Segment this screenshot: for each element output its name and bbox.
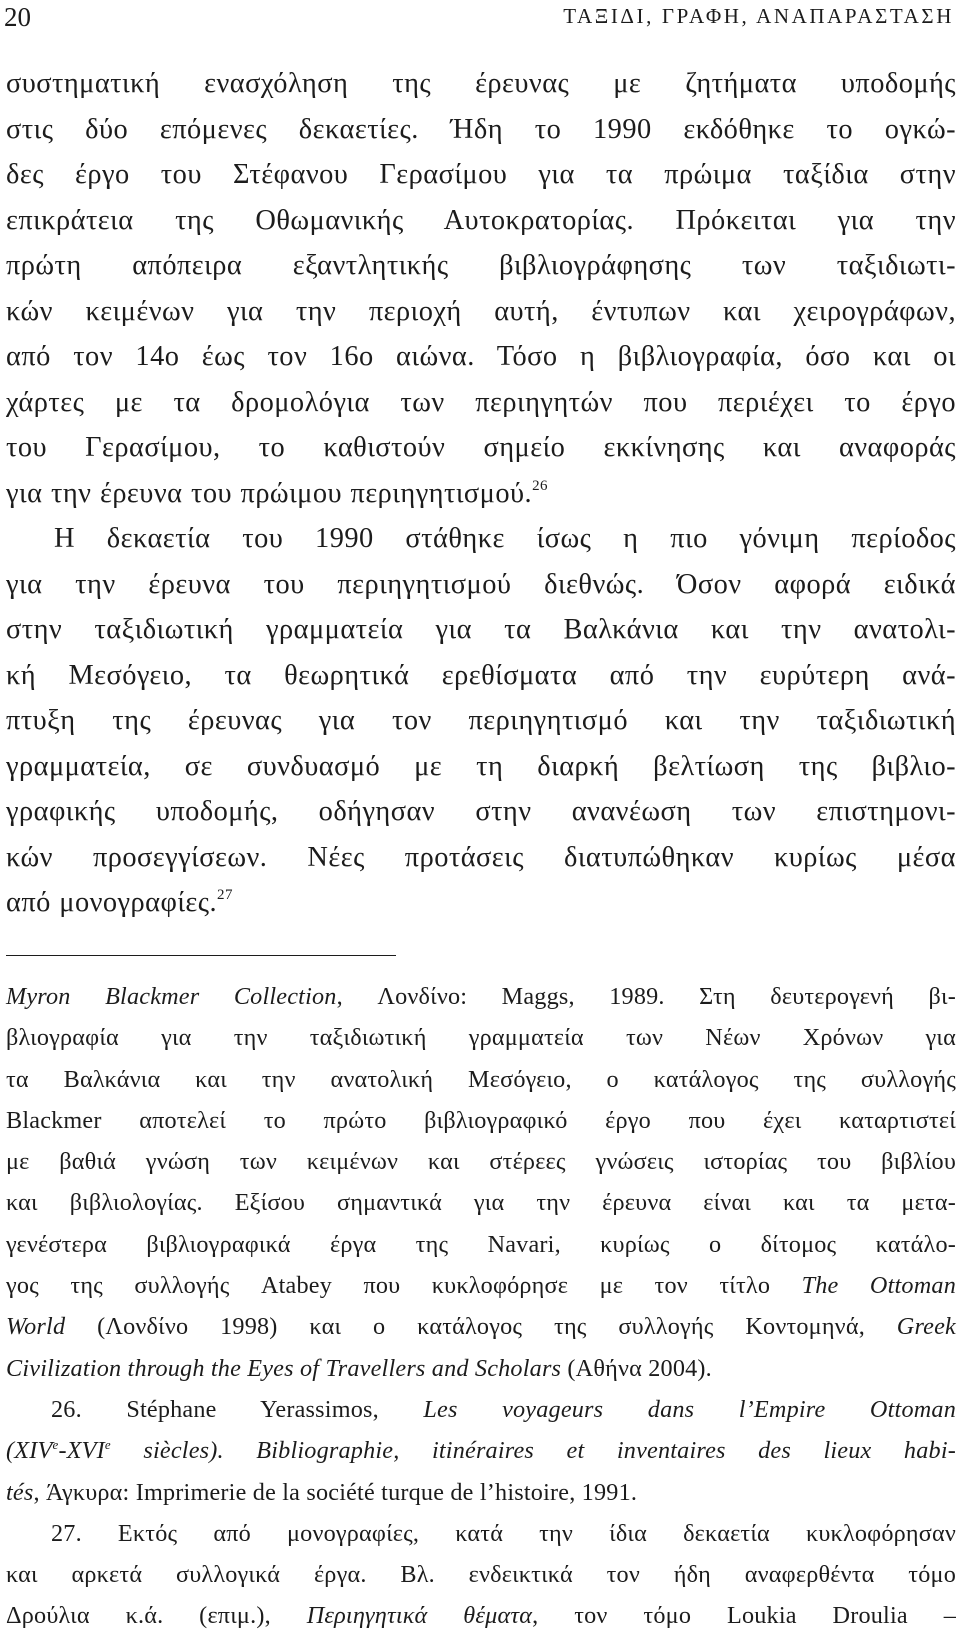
footnote-separator [6, 955, 396, 956]
footnote-line: και βιβλιολογίας. Εξίσου σημαντικά για την έρευνα είναι και τα μετα- [6, 1189, 956, 1217]
text-line [6, 880, 956, 926]
text-span: , τον τόμο Loukia Droulia – [532, 1602, 956, 1630]
footnote-line: τα Βαλκάνια και την ανατολική Μεσόγειο, ο κατάλογος της συλλογής [6, 1065, 956, 1093]
text-span: Δρούλια κ.ά. (επιμ.), [6, 1602, 307, 1630]
text-line: του Γερασίμου, το καθιστούν σημείο εκκίνησης και αναφοράς [6, 432, 956, 463]
text-line: δες έργο του Στέφανου Γερασίμου για τα πρώιμα ταξίδια στην [6, 159, 956, 190]
footnote-line [6, 1306, 956, 1347]
footnote-line: και αρκετά συλλογικά έργα. Βλ. ενδεικτικά τον ήδη αναφερθέντα τόμο [6, 1561, 956, 1589]
text-span: (XIV [6, 1437, 53, 1465]
running-title: ΤΑΞΙΔΙ, ΓΡΑΦΗ, ΑΝΑΠΑΡΑΣΤΑΣΗ [563, 4, 954, 28]
footnote-line [6, 1430, 956, 1471]
page-number: 20 [4, 2, 31, 32]
footnote-line [6, 976, 956, 1017]
footnote-line: γενέστερα βιβλιογραφικά έργα της Navari, κυρίως ο δίτομος κατάλο- [6, 1230, 956, 1258]
text-span: (Αθήνα 2004). [561, 1354, 712, 1382]
italic-title: The Ottoman [801, 1272, 956, 1300]
text-line [6, 471, 956, 517]
footnote-ref-27: 27 [217, 887, 233, 903]
superscript: e [52, 1437, 59, 1453]
text-span: -XVI [58, 1437, 105, 1465]
text-line: κών κειμένων για την περιοχή αυτή, έντυπων και χειρογράφων, [6, 295, 956, 327]
text-line: για την έρευνα του περιηγητισμού διεθνώς. Όσον αφορά ειδικά [6, 568, 956, 600]
text-span: siècles). Bibliographie, itinéraires et inventaires des lieux habi- [110, 1437, 956, 1465]
text-line: στην ταξιδιωτική γραμματεία για τα Βαλκάνια και την ανατολι- [6, 614, 956, 645]
text-line: επικράτεια της Οθωμανικής Αυτοκρατορίας. Πρόκειται για την [6, 204, 956, 236]
italic-title: tés [6, 1478, 34, 1506]
text-line: κή Μεσόγειο, τα θεωρητικά ερεθίσματα από την ευρύτερη ανά- [6, 659, 956, 691]
italic-title [6, 1437, 956, 1464]
italic-title: Greek [896, 1313, 956, 1341]
footnotes [6, 976, 956, 1637]
footnote-ref-26: 26 [532, 477, 548, 494]
text-span: (Λονδίνο 1998) και ο κατάλογος της συλλογής Κοντομηνά, [65, 1313, 897, 1341]
text-line: συστηματική ενασχόληση της έρευνας με ζητήματα υποδομής [6, 68, 956, 99]
text-line: από τον 14ο έως τον 16ο αιώνα. Τόσο η βιβλιογραφία, όσο και οι [6, 341, 956, 372]
italic-title: Civilization through the Eyes of Travellers and Scholars [6, 1354, 562, 1382]
text-span: από μονογραφίες. [6, 887, 218, 918]
superscript: e [104, 1437, 111, 1453]
footnote-line [6, 1348, 956, 1389]
text-line: γραφικής υποδομής, οδήγησαν στην ανανέωση των επιστημονι- [6, 796, 956, 827]
footnote-27: 27. Εκτός από μονογραφίες, κατά την ίδια δεκαετία κυκλοφόρησαν [51, 1519, 956, 1547]
footnote-line [6, 1265, 956, 1306]
main-text [6, 61, 956, 926]
text-span: , Λονδίνο: Maggs, 1989. Στη δευτερογενή βι- [336, 983, 956, 1010]
footnote-line [6, 1595, 956, 1636]
text-line: στις δύο επόμενες δεκαετίες. Ήδη το 1990 εκδόθηκε το ογκώ- [6, 113, 956, 145]
text-line: πρώτη απόπειρα εξαντλητικής βιβλιογράφησης των ταξιδιωτι- [6, 250, 956, 281]
italic-title: World [6, 1313, 66, 1341]
italic-title: Myron Blackmer Collection [6, 983, 337, 1010]
italic-title: Les voyageurs dans l’Empire Ottoman [423, 1395, 956, 1423]
text-line: χάρτες με τα δρομολόγια των περιηγητών που περιέχει το έργο [6, 386, 956, 418]
text-line: γραμματεία, σε συνδυασμό με τη διαρκή βελτίωση της βιβλιο- [6, 750, 956, 782]
page-header [4, 2, 954, 42]
text-span: γος της συλλογής Atabey που κυκλοφόρησε με τον τίτλο [6, 1272, 802, 1300]
text-span: , Άγκυρα: Imprimerie de la société turque de l’histoire, 1991. [33, 1478, 638, 1506]
italic-title: Περιηγητικά θέματα [306, 1602, 533, 1630]
paragraph-start: Η δεκαετία του 1990 στάθηκε ίσως η πιο γόνιμη περίοδος [54, 523, 956, 554]
text-span: 26. Stéphane Yerassimos, [51, 1395, 424, 1423]
footnote-26 [6, 1389, 956, 1430]
text-line: πτυξη της έρευνας για τον περιηγητισμό και την ταξιδιωτική [6, 705, 956, 736]
footnote-line [6, 1472, 956, 1513]
footnote-line: βλιογραφία για την ταξιδιωτική γραμματεία των Νέων Χρόνων για [6, 1024, 956, 1052]
footnote-line: με βαθιά γνώση των κειμένων και στέρεες γνώσεις ιστορίας του βιβλίου [6, 1148, 956, 1176]
text-line: κών προσεγγίσεων. Νέες προτάσεις διατυπώθηκαν κυρίως μέσα [6, 841, 956, 873]
text-span: για την έρευνα του πρώιμου περιηγητισμού. [6, 477, 533, 509]
footnote-line: Blackmer αποτελεί το πρώτο βιβλιογραφικό έργο που έχει καταρτιστεί [6, 1106, 956, 1134]
